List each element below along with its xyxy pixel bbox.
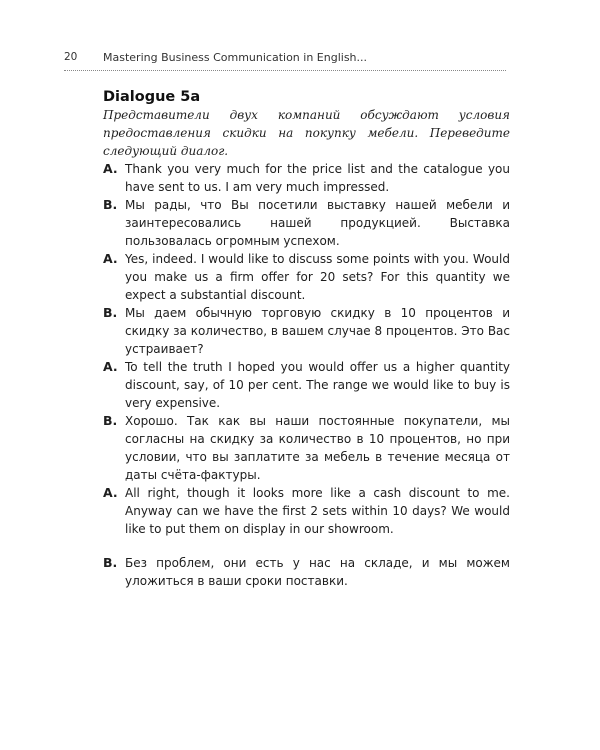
page-number: 20 bbox=[64, 51, 78, 63]
line-text: To tell the truth I hoped you would offer us a higher quantity discount, say, of 10 per cent. The range we would like to buy is very expensive. bbox=[125, 360, 510, 410]
dialogue-line bbox=[103, 304, 510, 358]
speaker-label: B. bbox=[103, 305, 118, 320]
dialogue-section bbox=[103, 88, 510, 590]
dialogue-line bbox=[103, 412, 510, 484]
speaker-label: B. bbox=[103, 413, 118, 428]
line-text: Yes, indeed. I would like to discuss some points with you. Would you make us a firm offer for 20 sets? For this quantity we expect a substantial discount. bbox=[125, 252, 510, 302]
line-text: Мы рады, что Вы посетили выставку нашей мебели и заинтересовались нашей продукцией. Выставка пользовалась огромным успехом. bbox=[125, 198, 510, 248]
speaker-label: A. bbox=[103, 251, 118, 266]
speaker-label: A. bbox=[103, 485, 118, 500]
dialogue-line bbox=[103, 196, 510, 250]
line-text: All right, though it looks more like a cash discount to me. Anyway can we have the first 2 sets within 10 days? We would like to put them on display in our showroom. bbox=[125, 486, 510, 536]
line-text: Thank you very much for the price list and the catalogue you have sent to us. I am very much impressed. bbox=[125, 162, 510, 194]
dialogue-line bbox=[103, 358, 510, 412]
dialogue-line bbox=[103, 554, 510, 590]
dialogue-line bbox=[103, 484, 510, 538]
dialogue-title: Dialogue 5a bbox=[103, 89, 201, 105]
page-header bbox=[64, 51, 506, 71]
dialogue-instruction: Представители двух компаний обсуждают условия предоставления скидки на покупку мебели. Переведите следующий диалог. bbox=[103, 108, 510, 158]
line-text: Хорошо. Так как вы наши постоянные покупатели, мы согласны на скидку за количество в 10 процентов, но при условии, что вы заплатите за мебель в течение месяца от даты счёта-фактуры. bbox=[125, 414, 510, 482]
speaker-label: A. bbox=[103, 359, 118, 374]
dialogue-line bbox=[103, 160, 510, 196]
line-text: Без проблем, они есть у нас на складе, и мы можем уложиться в ваши сроки поставки. bbox=[125, 556, 510, 588]
speaker-label: B. bbox=[103, 555, 118, 570]
paragraph-gap bbox=[103, 538, 510, 554]
speaker-label: A. bbox=[103, 161, 118, 176]
running-title: Mastering Business Communication in English... bbox=[103, 51, 368, 64]
speaker-label: B. bbox=[103, 197, 118, 212]
header-divider bbox=[64, 70, 506, 71]
dialogue-line bbox=[103, 250, 510, 304]
line-text: Мы даем обычную торговую скидку в 10 процентов и скидку за количество, в вашем случае 8 процентов. Это Вас устраивает? bbox=[125, 306, 510, 356]
